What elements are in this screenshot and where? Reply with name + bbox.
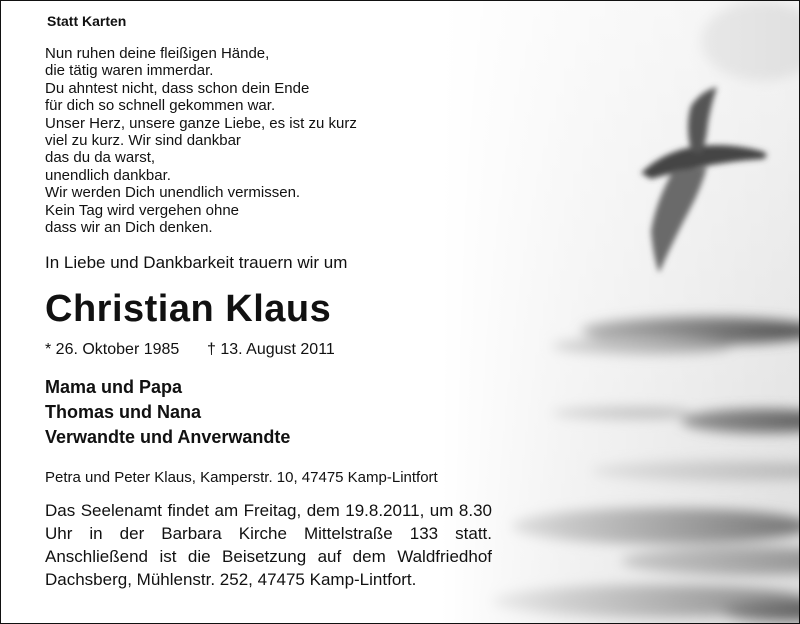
poem-line: die tätig waren immerdar.	[45, 62, 214, 80]
mourner-entry: Mama und Papa	[45, 377, 183, 397]
poem-line: viel zu kurz. Wir sind dankbar	[45, 132, 241, 150]
poem-line: für dich so schnell gekommen war.	[45, 97, 276, 115]
poem-line: Wir werden Dich unendlich vermissen.	[45, 184, 301, 202]
deceased-name: Christian Klaus	[45, 288, 332, 330]
death-date: † 13. August 2011	[207, 341, 335, 358]
poem-line: Du ahntest nicht, dass schon dein Ende	[45, 79, 310, 97]
poem-line: Kein Tag wird vergehen ohne	[45, 201, 240, 219]
mourner-entry: Thomas und Nana	[45, 402, 202, 422]
poem-line: Nun ruhen deine fleißigen Hände,	[45, 45, 270, 62]
service-info: Das Seelenamt findet am Freitag, dem 19.8.2011, um 8.30 Uhr in der Barbara Kirche Mittelstraße 133 statt. Anschließend ist die Beisetzung auf dem Waldfriedhof Dachsberg, Mühlenstr. 252, 47475 Kamp-Lintfort.	[45, 501, 492, 589]
header-title: Statt Karten	[47, 13, 127, 29]
poem-line: das du da warst,	[45, 149, 156, 167]
poem	[45, 45, 357, 236]
family-address: Petra und Peter Klaus, Kamperstr. 10, 47475 Kamp-Lintfort	[45, 469, 438, 486]
poem-line: Unser Herz, unsere ganze Liebe, es ist zu kurz	[45, 114, 357, 132]
mourner-entry: Verwandte und Anverwandte	[45, 427, 291, 447]
poem-line: unendlich dankbar.	[45, 166, 171, 184]
intro-text: In Liebe und Dankbarkeit trauern wir um	[45, 253, 348, 272]
mourners-list	[45, 375, 290, 450]
birth-date: * 26. Oktober 1985	[45, 341, 180, 358]
poem-line: dass wir an Dich denken.	[45, 219, 213, 237]
